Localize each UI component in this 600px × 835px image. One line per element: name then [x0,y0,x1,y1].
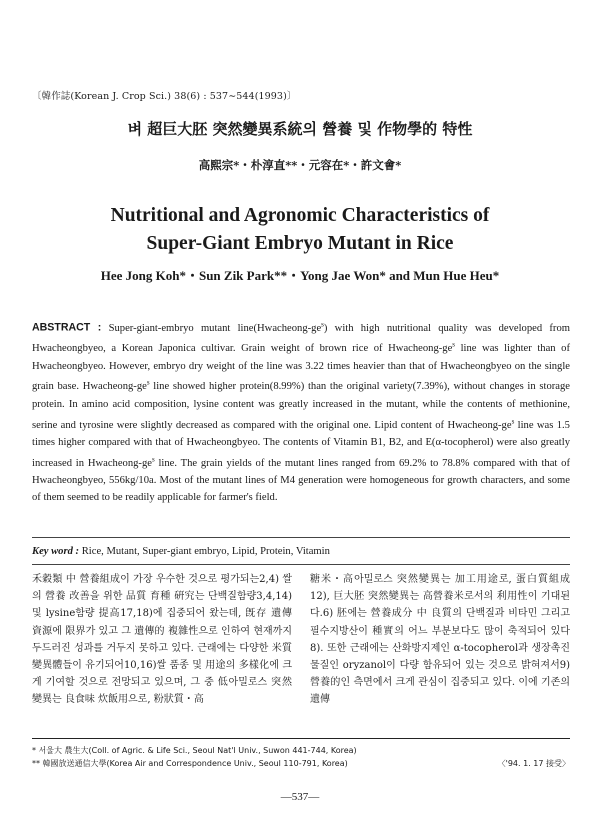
superscript: s [511,417,515,426]
abstract-label: ABSTRACT : [32,321,102,334]
body-column-right: 糖米・高아밀로스 突然變異는 加工用途로, 蛋白質組成12), 巨大胚 突然變異는 高營養米로서의 利用性이 기대된다.6) 胚에는 營養成分 中 良質의 단백질과 비타민 그리고 필수지방산이 種實의 어느 부분보다도 많이 축적되어 있다8). 또한 근래에는 산화방지제인 α-tocopherol과 생장촉진물질인 oryzanol이 다량 함유되어 있는 것으로 밝혀져서9) 營養的인 측면에서 크게 관심이 집중되고 있다. 이에 기존의 遺傳 [310,574,570,706]
received-date: 〈'94. 1. 17 接受〉 [497,759,570,768]
title-korean: 벼 超巨大胚 突然變異系統의 營養 및 作物學的 特性 [127,120,473,138]
abstract-text: Super-giant-embryo mutant $line(Hwacheong-ge^s)$ with high nutritional quality was developed from Hwacheongbyeo, a Korean Japonica cultivar. Grain weight of brown rice of Hwacheong-$ge^s$ line was lighter than of Hwacheongbyeo. However, embryo dry weight of the line was 3.22 times heavier than that of Hwacheongbyeo on the single grain base. Hwacheong-$ge^s$ line showed higher protein(8.99%) than the original variety(7.39%), without changes in storage protein. In amino acid composition, lysine content was greatly increased in the mutant, while the contents of methionine, serine and tyrosine were slightly decreased as compared with the original one. Lipid content of Hwacheong-$ge^s$ line was 1.5 times higher compared with that of Hwacheongbyeo. The contents of Vitamin B1, B2, and E(α-tocopherol) were also greatly increased in Hwacheong-$ge^s$ line. The grain yields of the mutant lines ranged from 69.2% to 78.8% compared with that of Hwacheongbyeo, 556kg/10a. Most of the mutant lines of M4 generation were homogeneous for growth characters, and some of them seemed to be readily applicable for farmer's field. [32,320,571,504]
title-english [0,202,600,258]
keywords-label: Key word : [32,546,80,557]
abstract [32,316,570,507]
superscript: s [151,455,155,464]
superscript: s [321,320,324,328]
footnote-1: * 서울大 農生大(Coll. of Agric. & Life Sci., Seoul Nat'l Univ., Suwon 441-744, Korea) [32,746,357,755]
page-number: —537— [280,791,320,803]
title-english-line-2: Super-Giant Embryo Mutant in Rice [146,233,454,254]
journal-reference: 〔韓作誌(Korean J. Crop Sci.) 38(6) : 537∼544(1993)〕 [32,91,297,102]
title-english-line-1: Nutritional and Agronomic Characteristics of [110,205,490,226]
authors-korean: 高熙宗*・朴淳直**・元容在*・許文會* [198,158,402,172]
keywords-text: Rice, Mutant, Super-giant embryo, Lipid, Protein, Vitamin [81,546,330,557]
footnote-2: ** 韓國放送通信大學(Korea Air and Correspondence Univ., Seoul 110-791, Korea) [32,759,348,768]
divider-top [32,537,570,538]
footnote-rule [32,738,570,739]
divider-bottom [32,564,570,565]
body-column-left: 禾穀類 中 營養組成이 가장 우수한 것으로 평가되는2,4) 쌀의 營養 改善을 위한 品質 育種 硏究는 단백질함량3,4,14) 및 lysine함량 提高17,18)에 집중되어 왔는데, 旣存 遺傳資源에 限界가 있고 그 遺傳的 複雜性으로 인하여 현재까지 두드러진 성과를 거두지 못하고 있다. 근래에는 다양한 米質 變異體들이 유기되어10,16)쌀 품종 및 用途의 多樣化에 크게 기여할 것으로 전망되고 있으며, 그 중 低아밀로스 突然變異는 良食味 炊飯用으로, 粉狀質・高 [32,574,292,706]
superscript: s [146,378,150,387]
superscript: s [452,340,455,349]
authors-english: Hee Jong Koh*・Sun Zik Park**・Yong Jae Won* and Mun Hue Heu* [100,268,500,283]
footnotes [32,744,570,770]
keywords [32,546,570,557]
